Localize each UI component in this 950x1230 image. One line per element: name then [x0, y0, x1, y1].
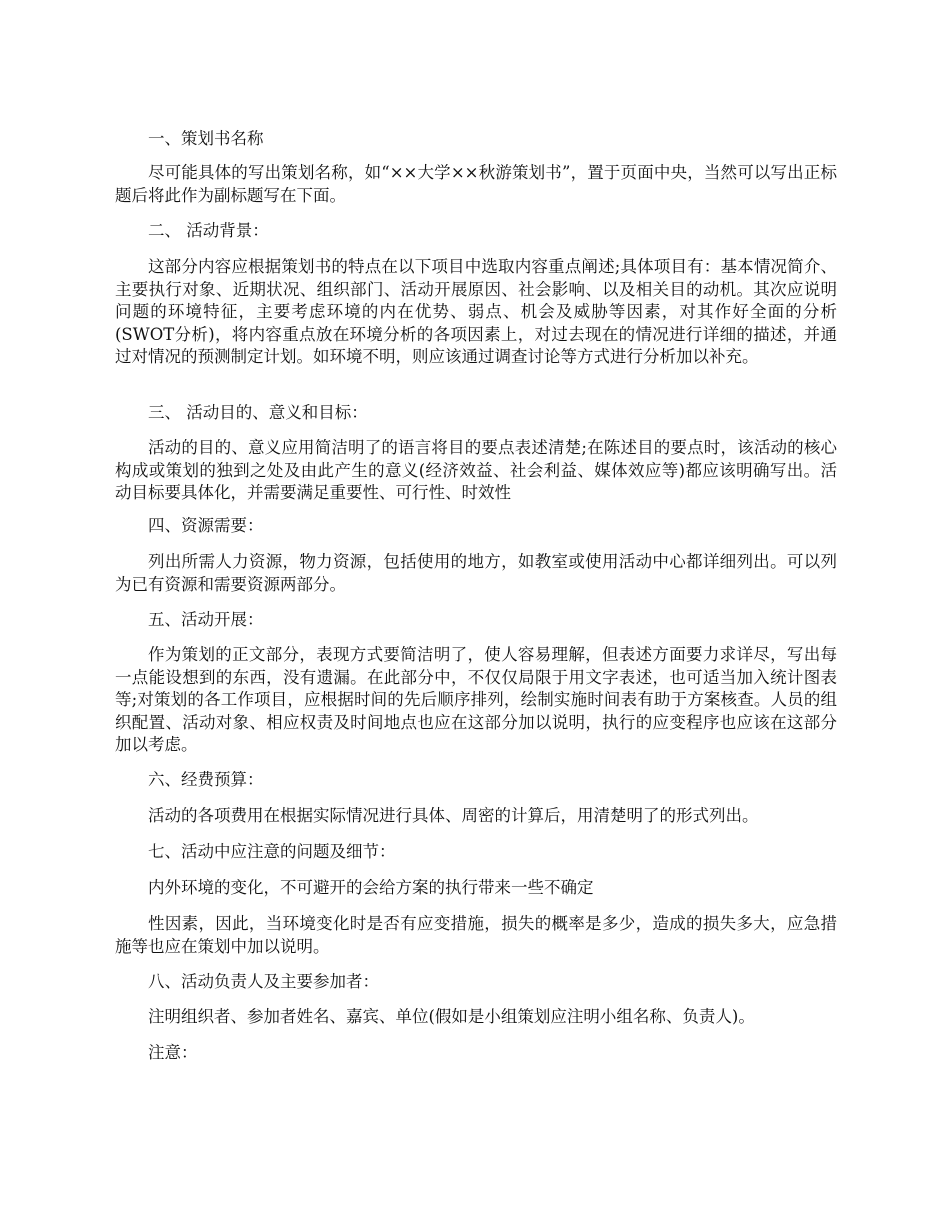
section-4-body: 列出所需人力资源，物力资源，包括使用的地方，如教室或使用活动中心都详细列出。可以列为已有资源和需要资源两部分。: [115, 552, 837, 594]
section-4-heading: 四、资源需要：: [148, 516, 264, 535]
section-3-body: 活动的目的、意义应用简洁明了的语言将目的要点表述清楚;在陈述目的要点时，该活动的核心构成或策划的独到之处及由此产生的意义(经济效益、社会利益、媒体效应等)都应该明确写出。活动目标要具体化，并需要满足重要性、可行性、时效性: [115, 438, 837, 503]
section-7-body: 内外环境的变化，不可避开的会给方案的执行带来一些不确定: [148, 878, 594, 897]
section-3-heading: 三、 活动目的、意义和目标：: [148, 403, 368, 422]
section-5-heading: 五、活动开展：: [148, 610, 264, 629]
section-5-body: 作为策划的正文部分，表现方式要简洁明了，使人容易理解，但表述方面要力求详尽，写出每一点能设想到的东西，没有遗漏。在此部分中，不仅仅局限于用文字表述，也可适当加入统计图表等;对策划的各工作项目，应根据时间的先后顺序排列，绘制实施时间表有助于方案核查。人员的组织配置、活动对象、相应权责及时间地点也应在这部分加以说明，执行的应变程序也应该在这部分加以考虑。: [115, 645, 837, 755]
section-7-body-continued: 性因素，因此，当环境变化时是否有应变措施，损失的概率是多少，造成的损失多大，应急措施等也应在策划中加以说明。: [115, 914, 837, 956]
section-7-heading: 七、活动中应注意的问题及细节：: [148, 842, 396, 861]
section-1-body: 尽可能具体的写出策划名称，如“××大学××秋游策划书”，置于页面中央，当然可以写出正标题后将此作为副标题写在下面。: [115, 163, 837, 205]
section-6-heading: 六、经费预算：: [148, 770, 264, 789]
section-6-body: 活动的各项费用在根据实际情况进行具体、周密的计算后，用清楚明了的形式列出。: [148, 806, 759, 825]
section-2-body: 这部分内容应根据策划书的特点在以下项目中选取内容重点阐述;具体项目有：基本情况简介、主要执行对象、近期状况、组织部门、活动开展原因、社会影响、以及相关目的动机。其次应说明问题的环境特征，主要考虑环境的内在优势、弱点、机会及威胁等因素，对其作好全面的分析(SWOT分析)，将内容重点放在环境分析的各项因素上，对过去现在的情况进行详细的描述，并通过对情况的预测制定计划。如环境不明，则应该通过调查讨论等方式进行分析加以补充。: [115, 257, 837, 367]
note-label: 注意：: [148, 1043, 198, 1062]
section-8-heading: 八、活动负责人及主要参加者：: [148, 972, 379, 991]
section-8-body: 注明组织者、参加者姓名、嘉宾、单位(假如是小组策划应注明小组名称、负责人)。: [148, 1007, 755, 1026]
section-2-heading: 二、 活动背景：: [148, 221, 269, 240]
section-1-heading: 一、策划书名称: [148, 129, 264, 148]
